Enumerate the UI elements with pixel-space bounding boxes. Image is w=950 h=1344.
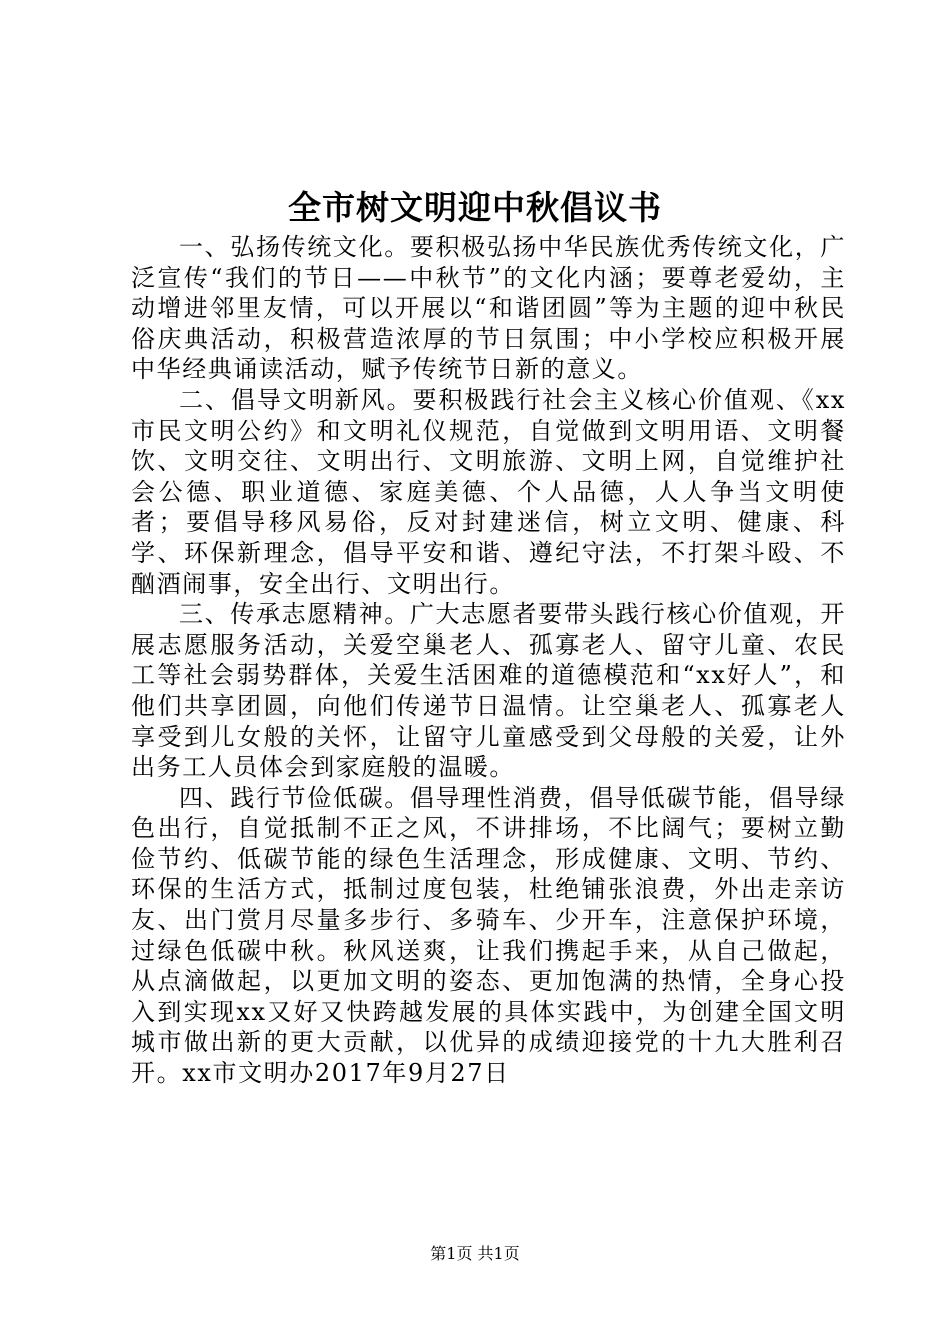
page-footer: 第1页 共1页 (430, 1244, 520, 1263)
paragraph-promote-traditional-culture: 一、弘扬传统文化。要积极弘扬中华民族优秀传统文化，广泛宣传“我们的节日——中秋节”的文化内涵；要尊老爱幼，主动增进邻里友情，可以开展以“和谐团圆”等为主题的迎中秋民俗庆典活动，积极营造浓厚的节日氛围；中小学校应积极开展中华经典诵读活动，赋予传统节日新的意义。 (131, 233, 846, 384)
paragraph-volunteer-spirit: 三、传承志愿精神。广大志愿者要带头践行核心价值观，开展志愿服务活动，关爱空巢老人、孤寡老人、留守儿童、农民工等社会弱势群体，关爱生活困难的道德模范和“xx好人”，和他们共享团圆，向他们传递节日温情。让空巢老人、孤寡老人享受到儿女般的关怀，让留守儿童感受到父母般的关爱，让外出务工人员体会到家庭般的温暖。 (131, 600, 846, 782)
paragraph-advocate-civilized-customs: 二、倡导文明新风。要积极践行社会主义核心价值观、《xx市民文明公约》和文明礼仪规范，自觉做到文明用语、文明餐饮、文明交往、文明出行、文明旅游、文明上网，自觉维护社会公德、职业道德、家庭美德、个人品德，人人争当文明使者；要倡导移风易俗，反对封建迷信，树立文明、健康、科学、环保新理念，倡导平安和谐、遵纪守法，不打架斗殴、不酗酒闹事，安全出行、文明出行。 (131, 385, 846, 598)
paragraph-frugal-low-carbon: 四、践行节俭低碳。倡导理性消费，倡导低碳节能，倡导绿色出行，自觉抵制不正之风，不讲排场，不比阔气；要树立勤俭节约、低碳节能的绿色生活理念，形成健康、文明、节约、环保的生活方式，抵制过度包装，杜绝铺张浪费，外出走亲访友、出门赏月尽量多步行、多骑车、少开车，注意保护环境，过绿色低碳中秋。秋风送爽，让我们携起手来，从自己做起，从点滴做起，以更加文明的姿态、更加饱满的热情，全身心投入到实现xx又好又快跨越发展的具体实践中，为创建全国文明城市做出新的更大贡献，以优异的成绩迎接党的十九大胜利召开。xx市文明办2017年9月27日 (131, 783, 846, 1088)
document-body (131, 232, 846, 1089)
document-title: 全市树文明迎中秋倡议书 (288, 188, 662, 227)
